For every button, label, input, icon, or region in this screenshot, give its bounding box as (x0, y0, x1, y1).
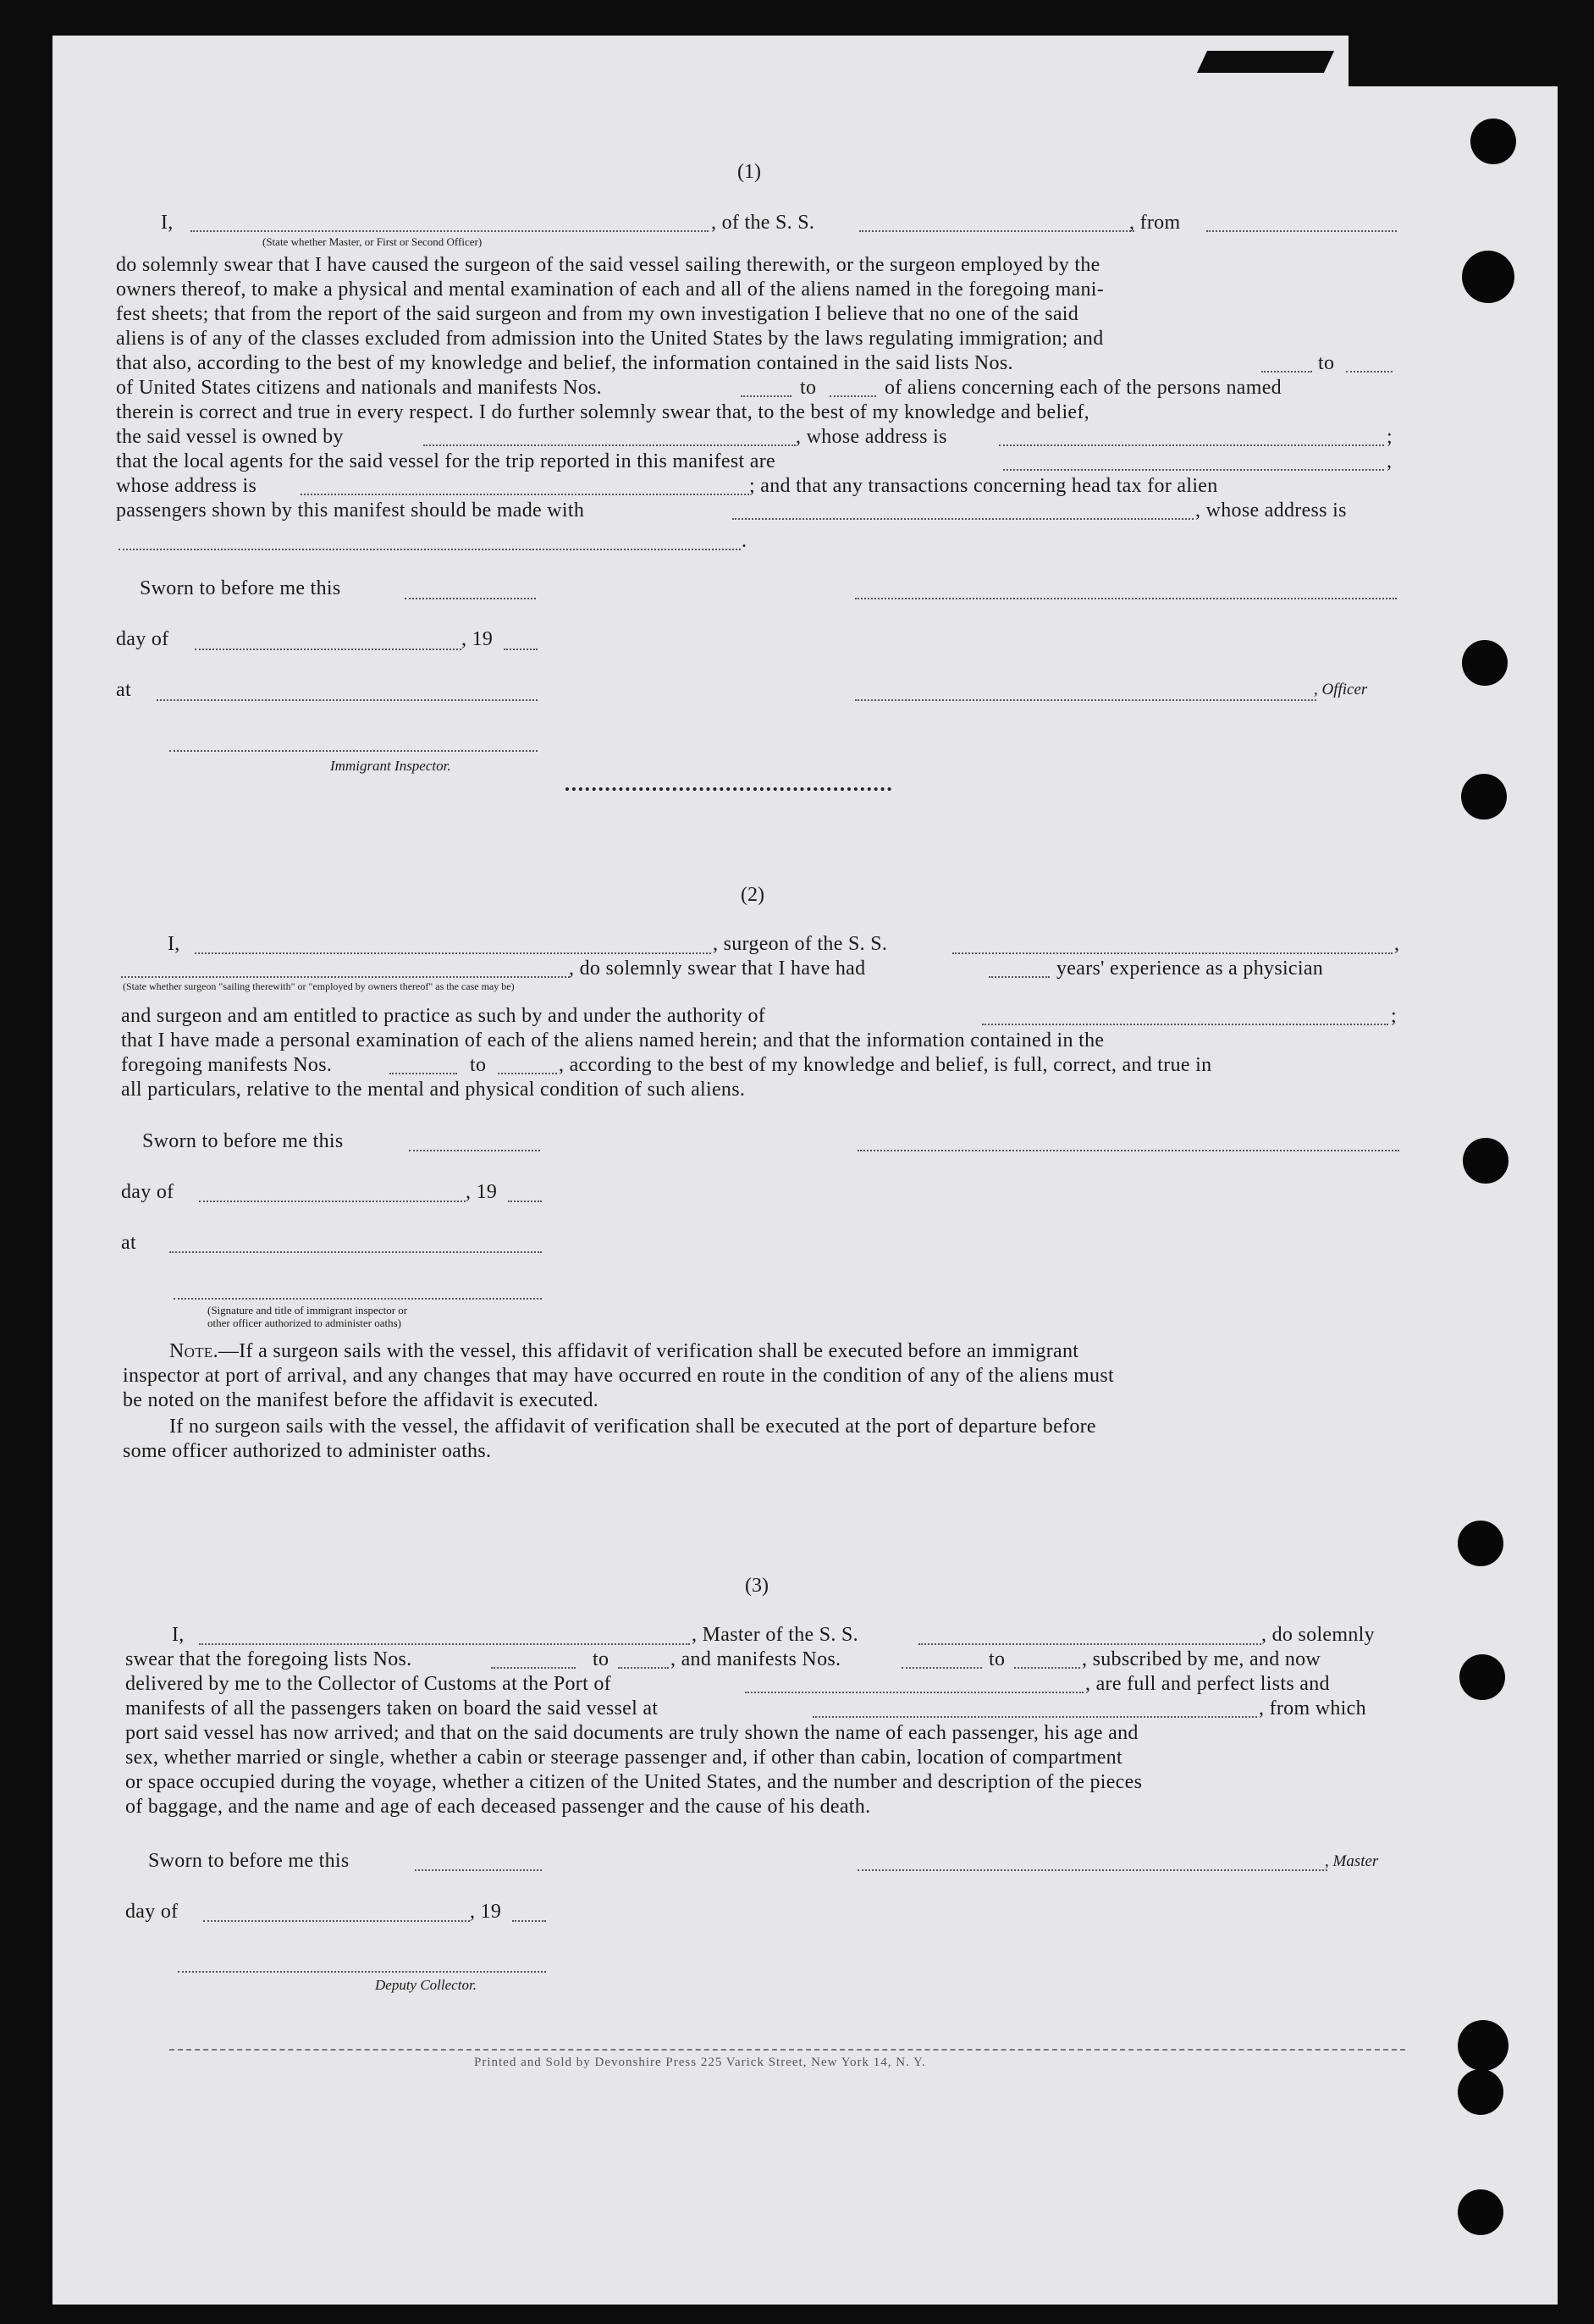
s1-line-11-tail: , whose address is (1195, 500, 1347, 522)
s3-embark-port-field[interactable] (813, 1716, 1257, 1718)
torn-corner-edge (1197, 51, 1334, 73)
s3-month-field[interactable] (203, 1920, 470, 1922)
s3-master-label: , Master (1325, 1852, 1379, 1870)
s2-signature-caption-1: (Signature and title of immigrant inspector or (207, 1304, 408, 1317)
s1-owner-address-field[interactable] (999, 444, 1384, 446)
punch-hole (1461, 774, 1507, 820)
s2-years-field[interactable] (989, 976, 1050, 978)
s1-line-8-whose: , whose address is (796, 426, 947, 448)
s1-of-ss: , of the S. S. (711, 212, 815, 234)
s1-line-9-end: , (1387, 450, 1393, 472)
s2-l5-to: to (470, 1054, 487, 1076)
s3-l2-mid: , and manifests Nos. (670, 1648, 841, 1670)
s2-l2-text: , do solemnly swear that I have had (569, 958, 866, 980)
s3-collector-label: Deputy Collector. (375, 1977, 477, 1993)
s2-manifests-to-field[interactable] (498, 1073, 557, 1074)
s2-l3: and surgeon and am entitled to practice as such by and under the authority of (121, 1005, 766, 1027)
s2-l1-end: , (1394, 933, 1400, 955)
punch-hole (1462, 640, 1508, 686)
punch-hole (1470, 119, 1516, 164)
s3-master-ss: , Master of the S. S. (692, 1624, 858, 1646)
s1-headtax-address-field[interactable] (119, 549, 741, 550)
s3-l2-to2: to (989, 1648, 1006, 1670)
punch-hole (1459, 1654, 1505, 1700)
section-3-heading: (3) (745, 1575, 769, 1597)
s1-line-5-to: to (1318, 352, 1335, 374)
s1-line-8-end: ; (1387, 426, 1393, 448)
s3-line-5: port said vessel has now arrived; and that on the said documents are truly shown the name of each passenger, his age and (125, 1722, 1139, 1744)
s2-vessel-field[interactable] (952, 952, 1393, 954)
s3-year-label: , 19 (470, 1901, 502, 1923)
s1-line-11: passengers shown by this manifest should be made with (116, 500, 585, 522)
s2-dayof-label: day of (121, 1181, 174, 1203)
s2-note-line-3: be noted on the manifest before the affidavit is executed. (123, 1389, 599, 1411)
s1-agents-address-field[interactable] (301, 494, 749, 495)
s3-line-7: or space occupied during the voyage, whether a citizen of the United States, and the number and description of the pieces (125, 1771, 1143, 1793)
punch-hole (1458, 2069, 1503, 2115)
s3-manifests-to-field[interactable] (1014, 1667, 1080, 1669)
s1-lists-to-field[interactable] (1346, 371, 1393, 373)
s2-note-line-5: some officer authorized to administer oaths. (123, 1440, 492, 1462)
s1-sworn-day-field[interactable] (405, 598, 536, 599)
s2-note-line-4: If no surgeon sails with the vessel, the affidavit of verification shall be executed at the port of departure before (169, 1416, 1096, 1438)
s1-from: , from (1129, 212, 1181, 234)
s2-sworn-label: Sworn to before me this (142, 1130, 344, 1152)
s1-manifests-to-field[interactable] (830, 395, 876, 397)
s1-i: I, (161, 212, 174, 234)
s3-dayof-label: day of (125, 1901, 179, 1923)
punch-hole (1458, 1521, 1503, 1566)
s3-lists-to-field[interactable] (618, 1667, 669, 1669)
s2-manifests-from-field[interactable] (389, 1073, 457, 1074)
s2-capacity-field[interactable] (121, 976, 570, 978)
s1-manifests-from-field[interactable] (741, 395, 791, 397)
s1-month-field[interactable] (195, 649, 461, 650)
s1-port-field[interactable] (1206, 230, 1397, 232)
s2-surgeon-ss: , surgeon of the S. S. (713, 933, 888, 955)
s3-l1-tail: , do solemnly (1261, 1624, 1375, 1646)
s2-l6: all particulars, relative to the mental and physical condition of such aliens. (121, 1079, 746, 1101)
s2-surgeon-signature-field[interactable] (858, 1150, 1399, 1151)
s1-line-3: fest sheets; that from the report of the said surgeon and from my own investigation I believe that no one of the said (116, 303, 1079, 325)
s2-year-label: , 19 (466, 1181, 498, 1203)
s1-line-12-end: . (742, 530, 747, 552)
punch-hole (1463, 1138, 1509, 1184)
punch-hole (1458, 2189, 1503, 2235)
s3-l3a: delivered by me to the Collector of Customs at the Port of (125, 1673, 611, 1695)
s2-surgeon-name-field[interactable] (195, 952, 711, 954)
s2-l3-end: ; (1391, 1005, 1397, 1027)
s1-line-7: therein is correct and true in every respect. I do further solemnly swear that, to the best of my knowledge and belief, (116, 401, 1089, 423)
s3-l2-to1: to (593, 1648, 609, 1670)
section-2-heading: (2) (741, 884, 764, 906)
s1-inspector-label: Immigrant Inspector. (330, 758, 451, 774)
printer-footer: Printed and Sold by Devonshire Press 225 Varick Street, New York 14, N. Y. (474, 2056, 926, 2069)
s1-line-5: that also, according to the best of my knowledge and belief, the information contained in the said lists Nos. (116, 352, 1013, 374)
s3-vessel-field[interactable] (918, 1643, 1261, 1645)
s2-note-line-1 (169, 1340, 1078, 1363)
s3-sworn-label: Sworn to before me this (148, 1850, 350, 1872)
s2-signature-caption-2: other officer authorized to administer oaths) (207, 1317, 401, 1329)
s2-l2-tail: years' experience as a physician (1056, 958, 1324, 980)
s2-l5a: foregoing manifests Nos. (121, 1054, 333, 1076)
s1-line-1: do solemnly swear that I have caused the surgeon of the said vessel sailing therewith, or the surgeon employed by the (116, 254, 1100, 276)
s1-inspector-signature-field[interactable] (169, 750, 538, 752)
s3-lists-from-field[interactable] (491, 1667, 576, 1669)
s1-line-2: owners thereof, to make a physical and mental examination of each and all of the aliens named in the foregoing mani- (116, 279, 1105, 301)
s1-place-field[interactable] (157, 699, 538, 701)
footer-rule (169, 2049, 1405, 2051)
s1-officer-title-field[interactable] (855, 699, 1316, 701)
s2-sworn-day-field[interactable] (409, 1150, 540, 1151)
s1-line-6-tail: of aliens concerning each of the persons named (885, 377, 1282, 399)
s3-master-name-field[interactable] (199, 1643, 690, 1645)
s2-year-field[interactable] (508, 1201, 542, 1202)
s1-officer-label: , Officer (1314, 681, 1368, 698)
s3-i: I, (172, 1624, 185, 1646)
s1-agents-field[interactable] (1003, 469, 1384, 471)
s2-l4: that I have made a personal examination of each of the aliens named herein; and that the information contained in the (121, 1030, 1105, 1052)
s3-l2-tail: , subscribed by me, and now (1082, 1648, 1321, 1670)
s1-line-9: that the local agents for the said vessel for the trip reported in this manifest are (116, 450, 775, 472)
s3-collector-signature-field[interactable] (178, 1971, 546, 1973)
s1-line-4: aliens is of any of the classes excluded from admission into the United States by the laws regulating immigration; and (116, 328, 1104, 350)
s2-inspector-signature-field[interactable] (174, 1298, 542, 1300)
s1-rank-caption: (State whether Master, or First or Second Officer) (262, 235, 483, 248)
s2-authority-field[interactable] (982, 1024, 1388, 1025)
s2-capacity-caption: (State whether surgeon "sailing therewith" or "employed by owners thereof" as the case may be) (123, 980, 515, 992)
s1-vessel-field[interactable] (859, 230, 1134, 232)
s2-at-label: at (121, 1232, 136, 1254)
s1-dayof-label: day of (116, 628, 169, 650)
s1-line-6-to: to (800, 377, 817, 399)
punch-hole (1458, 2020, 1509, 2071)
s1-line-10: whose address is (116, 475, 257, 497)
form-sheet (52, 36, 1558, 2305)
s3-line-8: of baggage, and the name and age of each deceased passenger and the cause of his death. (125, 1796, 871, 1818)
s2-place-field[interactable] (169, 1251, 542, 1253)
s3-port-field[interactable] (745, 1692, 1084, 1693)
s1-line-6: of United States citizens and nationals and manifests Nos. (116, 377, 602, 399)
s1-dotted-rule (565, 787, 891, 791)
s1-owner-field[interactable] (423, 444, 796, 446)
s2-note-label: Note. (169, 1340, 218, 1362)
s3-sworn-day-field[interactable] (415, 1869, 542, 1871)
s1-lists-from-field[interactable] (1261, 371, 1312, 373)
s2-i: I, (168, 933, 180, 955)
section-1-heading: (1) (737, 161, 761, 183)
punch-hole (1462, 251, 1514, 303)
s1-sworn-label: Sworn to before me this (140, 577, 341, 599)
s2-note-text-1: —If a surgeon sails with the vessel, this affidavit of verification shall be executed before an immigrant (218, 1340, 1079, 1362)
s3-master-signature-field[interactable] (858, 1869, 1327, 1871)
s3-l3-tail: , are full and perfect lists and (1085, 1673, 1330, 1695)
s1-officer-rank-field[interactable] (190, 230, 709, 232)
s2-note-line-2: inspector at port of arrival, and any changes that may have occurred en route in the condition of any of the aliens must (123, 1365, 1114, 1387)
s2-l5-tail: , according to the best of my knowledge and belief, is full, correct, and true in (559, 1054, 1212, 1076)
s1-headtax-party-field[interactable] (732, 518, 1194, 520)
s1-year-label: , 19 (461, 628, 494, 650)
s3-line-6: sex, whether married or single, whether a cabin or steerage passenger and, if other than cabin, location of compartment (125, 1747, 1122, 1769)
s1-line-8: the said vessel is owned by (116, 426, 344, 448)
s3-l4a: manifests of all the passengers taken on board the said vessel at (125, 1697, 659, 1720)
torn-corner (1349, 36, 1560, 86)
s1-line-10-tail: ; and that any transactions concerning head tax for alien (749, 475, 1218, 497)
s1-officer-signature-field[interactable] (855, 598, 1397, 599)
s3-l4-tail: , from which (1259, 1697, 1366, 1720)
s1-at-label: at (116, 679, 131, 701)
s1-year-field[interactable] (504, 649, 538, 650)
s3-year-field[interactable] (512, 1920, 546, 1922)
s2-month-field[interactable] (199, 1201, 466, 1202)
s3-l2a: swear that the foregoing lists Nos. (125, 1648, 412, 1670)
s3-manifests-from-field[interactable] (902, 1667, 982, 1669)
